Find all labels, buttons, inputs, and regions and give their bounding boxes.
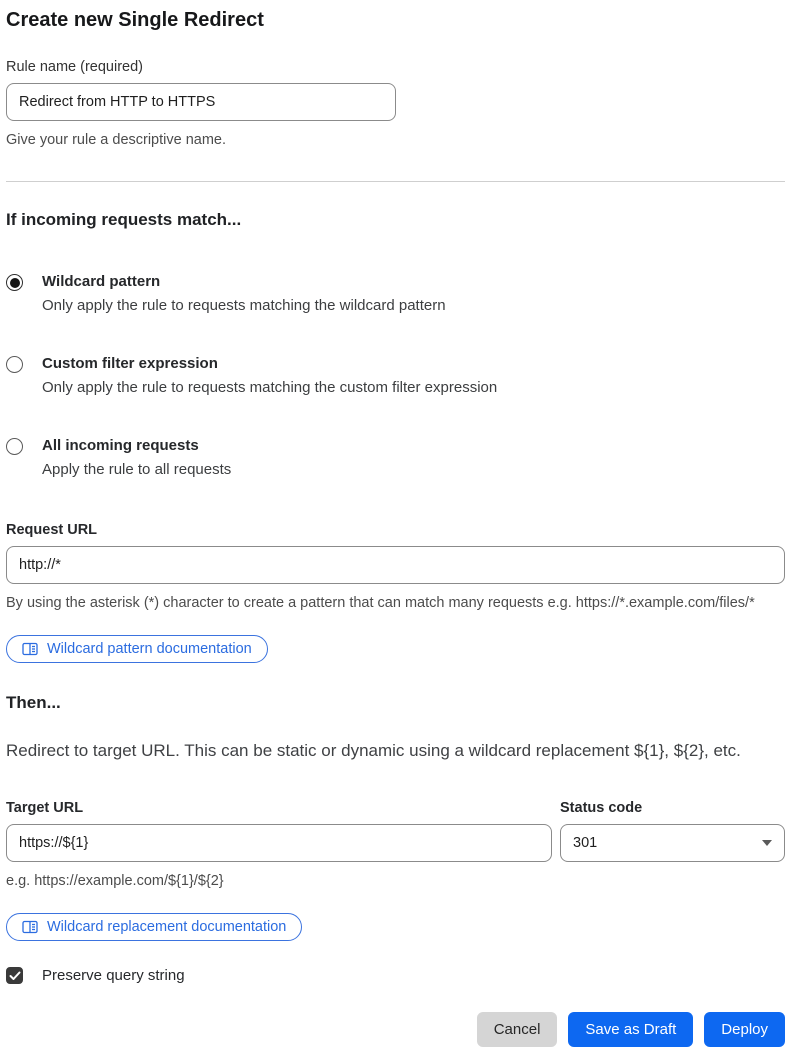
preserve-query-row[interactable] <box>6 967 785 984</box>
status-code-label: Status code <box>560 800 643 816</box>
wildcard-pattern-doc-button[interactable] <box>6 635 268 663</box>
preserve-query-checkbox[interactable] <box>6 967 23 984</box>
book-icon <box>22 920 38 934</box>
then-section-description: Redirect to target URL. This can be static or dynamic using a wildcard replacement ${1}, ${2}, etc. <box>6 741 741 760</box>
status-code-value: 301 <box>573 835 598 851</box>
doc-button-label: Wildcard pattern documentation <box>47 641 252 657</box>
radio-button[interactable] <box>6 356 23 373</box>
deploy-button[interactable]: Deploy <box>704 1012 785 1047</box>
radio-button[interactable] <box>6 438 23 455</box>
request-url-label: Request URL <box>6 522 98 538</box>
cancel-button[interactable]: Cancel <box>477 1012 558 1047</box>
target-url-help: e.g. https://example.com/${1}/${2} <box>6 873 224 889</box>
request-url-help: By using the asterisk (*) character to create a pattern that can match many requests e.g. https://*.example.com/files/* <box>6 595 755 611</box>
radio-option-wildcard-pattern[interactable] <box>6 272 785 316</box>
footer-actions <box>6 1012 785 1047</box>
target-url-input[interactable] <box>6 824 552 862</box>
then-section-heading: Then... <box>6 693 61 712</box>
request-url-input[interactable] <box>6 546 785 584</box>
wildcard-replacement-doc-button[interactable] <box>6 913 302 941</box>
rule-name-input[interactable] <box>6 83 396 121</box>
radio-option-label[interactable]: Custom filter expression <box>42 355 218 372</box>
radio-option-description: Apply the rule to all requests <box>42 461 232 478</box>
page-title: Create new Single Redirect <box>6 9 264 31</box>
status-code-select[interactable] <box>560 824 785 862</box>
doc-button-label: Wildcard replacement documentation <box>47 919 287 935</box>
book-icon <box>22 642 38 656</box>
radio-button[interactable] <box>6 274 23 291</box>
radio-option-custom-filter[interactable] <box>6 354 785 398</box>
section-divider <box>6 181 785 182</box>
save-as-draft-button[interactable]: Save as Draft <box>568 1012 693 1047</box>
radio-option-all-requests[interactable] <box>6 436 785 480</box>
target-status-row <box>6 780 785 893</box>
radio-option-label[interactable]: Wildcard pattern <box>42 273 161 290</box>
radio-option-label[interactable]: All incoming requests <box>42 437 199 454</box>
preserve-query-label[interactable]: Preserve query string <box>42 967 185 984</box>
target-url-label: Target URL <box>6 800 84 816</box>
rule-name-label: Rule name (required) <box>6 59 144 75</box>
radio-option-description: Only apply the rule to requests matching the custom filter expression <box>42 379 498 396</box>
chevron-down-icon <box>762 840 772 846</box>
radio-option-description: Only apply the rule to requests matching the wildcard pattern <box>42 297 446 314</box>
rule-name-help: Give your rule a descriptive name. <box>6 132 227 148</box>
match-section-heading: If incoming requests match... <box>6 210 242 229</box>
